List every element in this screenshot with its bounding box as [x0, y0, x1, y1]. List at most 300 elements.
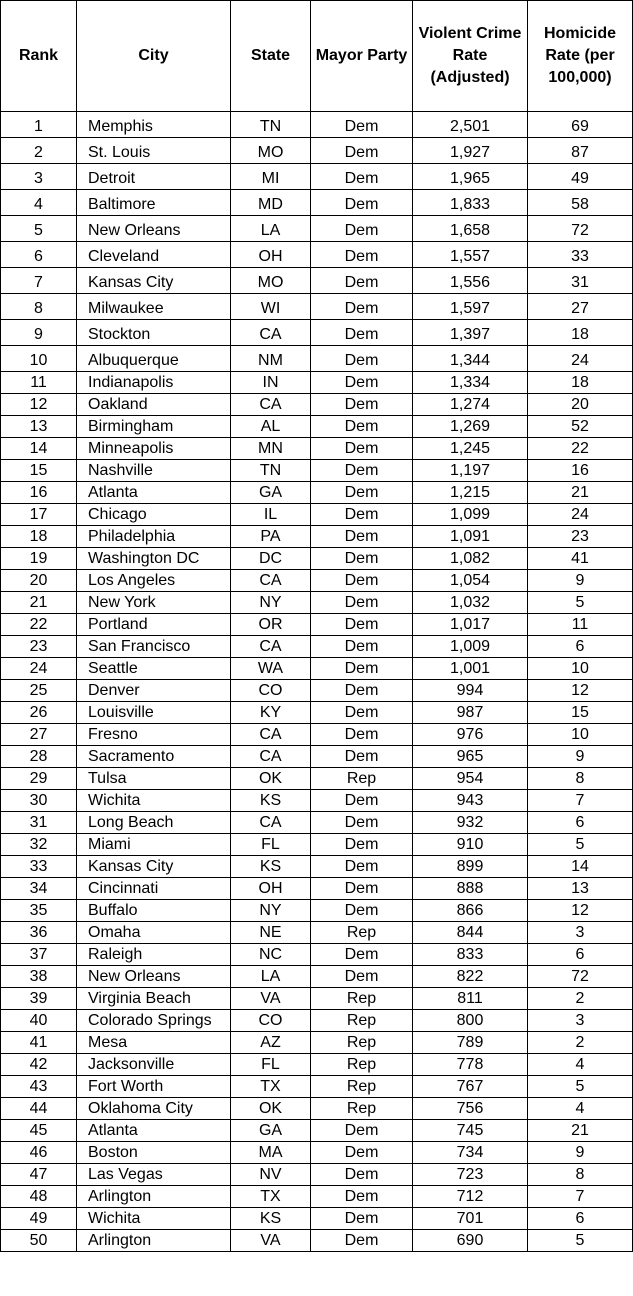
- cell-state: MO: [231, 138, 311, 164]
- cell-mayor-party: Dem: [311, 1230, 413, 1252]
- cell-violent-crime-rate: 943: [413, 790, 528, 812]
- cell-homicide-rate: 11: [528, 614, 633, 636]
- cell-city: Colorado Springs: [77, 1010, 231, 1032]
- cell-city: Nashville: [77, 460, 231, 482]
- cell-violent-crime-rate: 932: [413, 812, 528, 834]
- cell-rank: 48: [1, 1186, 77, 1208]
- table-row: [1, 394, 633, 416]
- cell-state: NE: [231, 922, 311, 944]
- cell-rank: 49: [1, 1208, 77, 1230]
- cell-homicide-rate: 12: [528, 900, 633, 922]
- table-row: [1, 1032, 633, 1054]
- cell-homicide-rate: 10: [528, 658, 633, 680]
- cell-violent-crime-rate: 690: [413, 1230, 528, 1252]
- cell-mayor-party: Dem: [311, 614, 413, 636]
- cell-state: WA: [231, 658, 311, 680]
- header-homicide-rate: Homicide Rate (per 100,000): [528, 1, 633, 112]
- cell-rank: 47: [1, 1164, 77, 1186]
- cell-city: Stockton: [77, 320, 231, 346]
- cell-city: Omaha: [77, 922, 231, 944]
- cell-rank: 17: [1, 504, 77, 526]
- cell-mayor-party: Dem: [311, 526, 413, 548]
- cell-city: Louisville: [77, 702, 231, 724]
- cell-homicide-rate: 18: [528, 372, 633, 394]
- table-row: [1, 346, 633, 372]
- cell-homicide-rate: 9: [528, 570, 633, 592]
- cell-city: Birmingham: [77, 416, 231, 438]
- cell-violent-crime-rate: 1,001: [413, 658, 528, 680]
- header-row: [1, 1, 633, 112]
- cell-mayor-party: Dem: [311, 834, 413, 856]
- cell-rank: 41: [1, 1032, 77, 1054]
- cell-state: LA: [231, 966, 311, 988]
- cell-rank: 38: [1, 966, 77, 988]
- cell-city: San Francisco: [77, 636, 231, 658]
- cell-homicide-rate: 27: [528, 294, 633, 320]
- table-row: [1, 1120, 633, 1142]
- cell-rank: 18: [1, 526, 77, 548]
- table-row: [1, 900, 633, 922]
- cell-state: TX: [231, 1076, 311, 1098]
- cell-rank: 20: [1, 570, 77, 592]
- cell-violent-crime-rate: 1,556: [413, 268, 528, 294]
- table-row: [1, 320, 633, 346]
- cell-rank: 4: [1, 190, 77, 216]
- cell-mayor-party: Dem: [311, 966, 413, 988]
- cell-violent-crime-rate: 745: [413, 1120, 528, 1142]
- cell-state: NV: [231, 1164, 311, 1186]
- cell-rank: 43: [1, 1076, 77, 1098]
- cell-city: Seattle: [77, 658, 231, 680]
- cell-city: Indianapolis: [77, 372, 231, 394]
- cell-mayor-party: Dem: [311, 504, 413, 526]
- cell-homicide-rate: 6: [528, 1208, 633, 1230]
- table-row: [1, 570, 633, 592]
- table-row: [1, 1142, 633, 1164]
- cell-rank: 24: [1, 658, 77, 680]
- cell-city: Philadelphia: [77, 526, 231, 548]
- cell-rank: 15: [1, 460, 77, 482]
- cell-city: Oakland: [77, 394, 231, 416]
- cell-state: CA: [231, 570, 311, 592]
- table-row: [1, 988, 633, 1010]
- cell-rank: 14: [1, 438, 77, 460]
- cell-city: Detroit: [77, 164, 231, 190]
- cell-violent-crime-rate: 800: [413, 1010, 528, 1032]
- cell-state: CA: [231, 812, 311, 834]
- cell-violent-crime-rate: 723: [413, 1164, 528, 1186]
- table-row: [1, 790, 633, 812]
- table-row: [1, 702, 633, 724]
- cell-city: Jacksonville: [77, 1054, 231, 1076]
- cell-rank: 32: [1, 834, 77, 856]
- cell-rank: 1: [1, 112, 77, 138]
- cell-state: NM: [231, 346, 311, 372]
- cell-city: Virginia Beach: [77, 988, 231, 1010]
- cell-state: DC: [231, 548, 311, 570]
- cell-homicide-rate: 21: [528, 1120, 633, 1142]
- cell-rank: 45: [1, 1120, 77, 1142]
- table-row: [1, 944, 633, 966]
- table-row: [1, 216, 633, 242]
- cell-homicide-rate: 41: [528, 548, 633, 570]
- cell-mayor-party: Dem: [311, 900, 413, 922]
- header-state: State: [231, 1, 311, 112]
- cell-homicide-rate: 31: [528, 268, 633, 294]
- cell-state: OR: [231, 614, 311, 636]
- cell-rank: 13: [1, 416, 77, 438]
- table-row: [1, 922, 633, 944]
- cell-homicide-rate: 3: [528, 922, 633, 944]
- cell-rank: 19: [1, 548, 77, 570]
- cell-state: VA: [231, 988, 311, 1010]
- cell-violent-crime-rate: 789: [413, 1032, 528, 1054]
- cell-state: OK: [231, 768, 311, 790]
- cell-mayor-party: Rep: [311, 1032, 413, 1054]
- cell-mayor-party: Dem: [311, 1120, 413, 1142]
- cell-city: Cleveland: [77, 242, 231, 268]
- cell-mayor-party: Rep: [311, 988, 413, 1010]
- cell-homicide-rate: 14: [528, 856, 633, 878]
- cell-violent-crime-rate: 1,334: [413, 372, 528, 394]
- table-row: [1, 268, 633, 294]
- table-row: [1, 372, 633, 394]
- cell-rank: 8: [1, 294, 77, 320]
- cell-mayor-party: Dem: [311, 1186, 413, 1208]
- cell-state: OH: [231, 878, 311, 900]
- cell-rank: 40: [1, 1010, 77, 1032]
- cell-city: Long Beach: [77, 812, 231, 834]
- cell-mayor-party: Dem: [311, 242, 413, 268]
- cell-state: MA: [231, 1142, 311, 1164]
- cell-mayor-party: Dem: [311, 592, 413, 614]
- cell-state: VA: [231, 1230, 311, 1252]
- cell-violent-crime-rate: 1,197: [413, 460, 528, 482]
- cell-mayor-party: Dem: [311, 112, 413, 138]
- cell-city: Wichita: [77, 790, 231, 812]
- cell-state: OK: [231, 1098, 311, 1120]
- cell-violent-crime-rate: 1,054: [413, 570, 528, 592]
- table-body: [1, 112, 633, 1252]
- cell-violent-crime-rate: 1,215: [413, 482, 528, 504]
- cell-violent-crime-rate: 1,091: [413, 526, 528, 548]
- table-row: [1, 614, 633, 636]
- cell-mayor-party: Dem: [311, 372, 413, 394]
- cell-mayor-party: Dem: [311, 164, 413, 190]
- cell-city: Tulsa: [77, 768, 231, 790]
- cell-rank: 11: [1, 372, 77, 394]
- cell-homicide-rate: 4: [528, 1054, 633, 1076]
- cell-mayor-party: Dem: [311, 216, 413, 242]
- cell-violent-crime-rate: 1,017: [413, 614, 528, 636]
- cell-mayor-party: Dem: [311, 570, 413, 592]
- cell-mayor-party: Dem: [311, 702, 413, 724]
- cell-violent-crime-rate: 1,269: [413, 416, 528, 438]
- cell-state: AL: [231, 416, 311, 438]
- cell-violent-crime-rate: 712: [413, 1186, 528, 1208]
- header-city: City: [77, 1, 231, 112]
- table-row: [1, 1076, 633, 1098]
- cell-violent-crime-rate: 1,274: [413, 394, 528, 416]
- cell-homicide-rate: 2: [528, 1032, 633, 1054]
- cell-mayor-party: Dem: [311, 548, 413, 570]
- cell-homicide-rate: 6: [528, 636, 633, 658]
- cell-mayor-party: Dem: [311, 790, 413, 812]
- cell-rank: 21: [1, 592, 77, 614]
- cell-mayor-party: Dem: [311, 416, 413, 438]
- cell-state: FL: [231, 1054, 311, 1076]
- cell-rank: 12: [1, 394, 77, 416]
- cell-state: TX: [231, 1186, 311, 1208]
- cell-violent-crime-rate: 1,245: [413, 438, 528, 460]
- cell-mayor-party: Rep: [311, 768, 413, 790]
- table-row: [1, 504, 633, 526]
- cell-city: Atlanta: [77, 482, 231, 504]
- table-row: [1, 1186, 633, 1208]
- cell-homicide-rate: 20: [528, 394, 633, 416]
- cell-violent-crime-rate: 1,658: [413, 216, 528, 242]
- cell-violent-crime-rate: 1,344: [413, 346, 528, 372]
- cell-homicide-rate: 2: [528, 988, 633, 1010]
- table-row: [1, 164, 633, 190]
- cell-mayor-party: Dem: [311, 482, 413, 504]
- cell-city: Denver: [77, 680, 231, 702]
- cell-mayor-party: Dem: [311, 636, 413, 658]
- header-rank: Rank: [1, 1, 77, 112]
- cell-city: Milwaukee: [77, 294, 231, 320]
- cell-homicide-rate: 9: [528, 746, 633, 768]
- cell-homicide-rate: 52: [528, 416, 633, 438]
- cell-city: New Orleans: [77, 966, 231, 988]
- cell-rank: 35: [1, 900, 77, 922]
- cell-rank: 22: [1, 614, 77, 636]
- cell-mayor-party: Rep: [311, 922, 413, 944]
- cell-homicide-rate: 24: [528, 346, 633, 372]
- table-row: [1, 294, 633, 320]
- cell-rank: 30: [1, 790, 77, 812]
- cell-state: IN: [231, 372, 311, 394]
- table-row: [1, 812, 633, 834]
- cell-state: MO: [231, 268, 311, 294]
- table-row: [1, 548, 633, 570]
- table-row: [1, 1010, 633, 1032]
- cell-violent-crime-rate: 954: [413, 768, 528, 790]
- table-row: [1, 834, 633, 856]
- cell-city: Buffalo: [77, 900, 231, 922]
- cell-rank: 16: [1, 482, 77, 504]
- cell-homicide-rate: 72: [528, 966, 633, 988]
- cell-mayor-party: Dem: [311, 680, 413, 702]
- cell-violent-crime-rate: 1,965: [413, 164, 528, 190]
- cell-city: St. Louis: [77, 138, 231, 164]
- cell-rank: 27: [1, 724, 77, 746]
- cell-state: CO: [231, 680, 311, 702]
- cell-mayor-party: Rep: [311, 1054, 413, 1076]
- cell-rank: 7: [1, 268, 77, 294]
- cell-rank: 3: [1, 164, 77, 190]
- cell-mayor-party: Dem: [311, 1164, 413, 1186]
- cell-homicide-rate: 5: [528, 834, 633, 856]
- cell-city: Portland: [77, 614, 231, 636]
- cell-violent-crime-rate: 701: [413, 1208, 528, 1230]
- cell-rank: 5: [1, 216, 77, 242]
- cell-city: Sacramento: [77, 746, 231, 768]
- cell-rank: 26: [1, 702, 77, 724]
- cell-mayor-party: Dem: [311, 294, 413, 320]
- cell-violent-crime-rate: 888: [413, 878, 528, 900]
- cell-homicide-rate: 8: [528, 1164, 633, 1186]
- cell-rank: 33: [1, 856, 77, 878]
- cell-mayor-party: Dem: [311, 944, 413, 966]
- cell-homicide-rate: 7: [528, 790, 633, 812]
- cell-violent-crime-rate: 987: [413, 702, 528, 724]
- cell-city: Los Angeles: [77, 570, 231, 592]
- cell-state: LA: [231, 216, 311, 242]
- table-row: [1, 966, 633, 988]
- cell-homicide-rate: 7: [528, 1186, 633, 1208]
- table-row: [1, 482, 633, 504]
- cell-homicide-rate: 87: [528, 138, 633, 164]
- cell-homicide-rate: 6: [528, 944, 633, 966]
- cell-state: MN: [231, 438, 311, 460]
- cell-city: Memphis: [77, 112, 231, 138]
- cell-violent-crime-rate: 866: [413, 900, 528, 922]
- cell-homicide-rate: 10: [528, 724, 633, 746]
- cell-state: GA: [231, 482, 311, 504]
- cell-city: Minneapolis: [77, 438, 231, 460]
- cell-city: Arlington: [77, 1230, 231, 1252]
- cell-violent-crime-rate: 833: [413, 944, 528, 966]
- table-row: [1, 460, 633, 482]
- cell-violent-crime-rate: 994: [413, 680, 528, 702]
- cell-city: Las Vegas: [77, 1164, 231, 1186]
- cell-homicide-rate: 16: [528, 460, 633, 482]
- cell-homicide-rate: 18: [528, 320, 633, 346]
- cell-violent-crime-rate: 899: [413, 856, 528, 878]
- table-row: [1, 190, 633, 216]
- cell-violent-crime-rate: 734: [413, 1142, 528, 1164]
- cell-mayor-party: Dem: [311, 856, 413, 878]
- cell-rank: 39: [1, 988, 77, 1010]
- cell-city: Kansas City: [77, 856, 231, 878]
- cell-violent-crime-rate: 1,833: [413, 190, 528, 216]
- table-row: [1, 526, 633, 548]
- cell-mayor-party: Dem: [311, 724, 413, 746]
- cell-homicide-rate: 33: [528, 242, 633, 268]
- cell-rank: 2: [1, 138, 77, 164]
- header-violent-crime-rate: Violent Crime Rate (Adjusted): [413, 1, 528, 112]
- table-row: [1, 592, 633, 614]
- cell-violent-crime-rate: 965: [413, 746, 528, 768]
- table-row: [1, 1054, 633, 1076]
- table-row: [1, 746, 633, 768]
- cell-mayor-party: Rep: [311, 1098, 413, 1120]
- cell-state: MD: [231, 190, 311, 216]
- cell-homicide-rate: 22: [528, 438, 633, 460]
- cell-state: NC: [231, 944, 311, 966]
- cell-state: KS: [231, 790, 311, 812]
- cell-mayor-party: Dem: [311, 1208, 413, 1230]
- table-row: [1, 438, 633, 460]
- cell-violent-crime-rate: 910: [413, 834, 528, 856]
- table-row: [1, 658, 633, 680]
- cell-violent-crime-rate: 1,597: [413, 294, 528, 320]
- table-row: [1, 1098, 633, 1120]
- cell-mayor-party: Dem: [311, 394, 413, 416]
- table-row: [1, 1208, 633, 1230]
- cell-violent-crime-rate: 976: [413, 724, 528, 746]
- cell-homicide-rate: 5: [528, 592, 633, 614]
- cell-city: Fresno: [77, 724, 231, 746]
- cell-state: IL: [231, 504, 311, 526]
- cell-violent-crime-rate: 1,099: [413, 504, 528, 526]
- cell-mayor-party: Dem: [311, 268, 413, 294]
- cell-mayor-party: Dem: [311, 190, 413, 216]
- cell-city: New Orleans: [77, 216, 231, 242]
- cell-state: CA: [231, 636, 311, 658]
- cell-mayor-party: Dem: [311, 658, 413, 680]
- cell-state: FL: [231, 834, 311, 856]
- cell-rank: 10: [1, 346, 77, 372]
- cell-state: CA: [231, 394, 311, 416]
- cell-state: CA: [231, 746, 311, 768]
- cell-mayor-party: Dem: [311, 320, 413, 346]
- cell-violent-crime-rate: 1,032: [413, 592, 528, 614]
- cell-rank: 44: [1, 1098, 77, 1120]
- table-row: [1, 242, 633, 268]
- table-row: [1, 724, 633, 746]
- cell-city: Cincinnati: [77, 878, 231, 900]
- cell-rank: 9: [1, 320, 77, 346]
- cell-homicide-rate: 12: [528, 680, 633, 702]
- cell-state: CA: [231, 320, 311, 346]
- cell-violent-crime-rate: 811: [413, 988, 528, 1010]
- cell-state: TN: [231, 460, 311, 482]
- table-row: [1, 112, 633, 138]
- cell-mayor-party: Dem: [311, 460, 413, 482]
- cell-rank: 6: [1, 242, 77, 268]
- cell-city: Boston: [77, 1142, 231, 1164]
- table-row: [1, 680, 633, 702]
- cell-homicide-rate: 23: [528, 526, 633, 548]
- cell-state: CA: [231, 724, 311, 746]
- table-row: [1, 856, 633, 878]
- cell-city: Fort Worth: [77, 1076, 231, 1098]
- cell-city: Atlanta: [77, 1120, 231, 1142]
- cell-violent-crime-rate: 1,557: [413, 242, 528, 268]
- cell-homicide-rate: 5: [528, 1076, 633, 1098]
- cell-city: Miami: [77, 834, 231, 856]
- cell-state: NY: [231, 592, 311, 614]
- cell-violent-crime-rate: 822: [413, 966, 528, 988]
- cell-state: NY: [231, 900, 311, 922]
- table-row: [1, 416, 633, 438]
- cell-mayor-party: Dem: [311, 138, 413, 164]
- cell-mayor-party: Dem: [311, 746, 413, 768]
- table-row: [1, 1164, 633, 1186]
- cell-violent-crime-rate: 778: [413, 1054, 528, 1076]
- cell-state: KY: [231, 702, 311, 724]
- cell-rank: 34: [1, 878, 77, 900]
- cell-homicide-rate: 49: [528, 164, 633, 190]
- cell-mayor-party: Dem: [311, 346, 413, 372]
- cell-rank: 50: [1, 1230, 77, 1252]
- cell-state: AZ: [231, 1032, 311, 1054]
- cell-rank: 46: [1, 1142, 77, 1164]
- cell-city: Chicago: [77, 504, 231, 526]
- cell-homicide-rate: 15: [528, 702, 633, 724]
- cell-city: Oklahoma City: [77, 1098, 231, 1120]
